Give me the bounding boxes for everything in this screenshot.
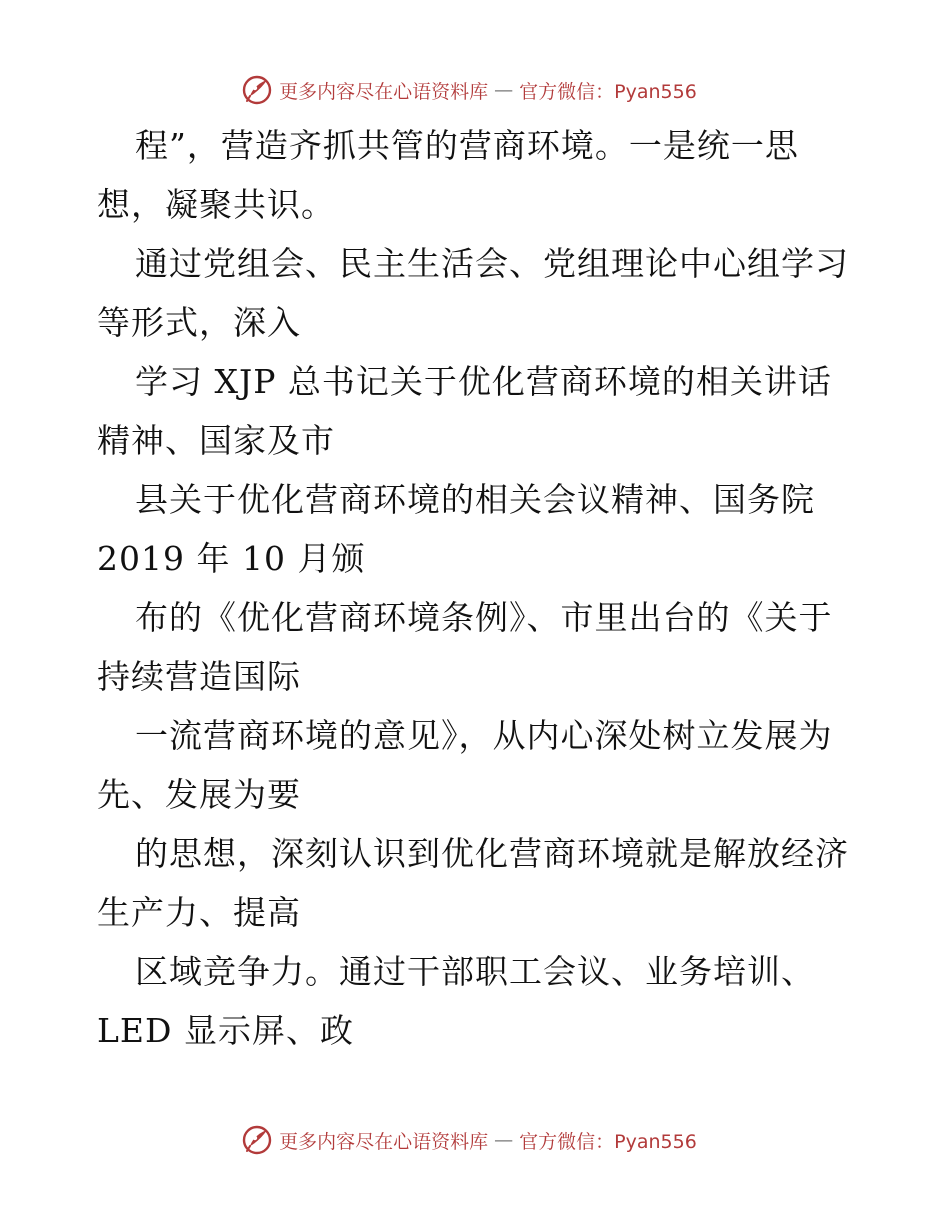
quill-logo-icon xyxy=(241,74,273,106)
text-line: 的思想，深刻认识到优化营商环境就是解放经济 xyxy=(135,834,849,873)
text-line: 精神、国家及市 xyxy=(97,421,335,460)
document-body xyxy=(97,116,877,1060)
text-line: 等形式，深入 xyxy=(97,303,301,342)
watermark-text: 更多内容尽在心语资料库 xyxy=(279,80,489,103)
text-line: 县关于优化营商环境的相关会议精神、国务院 xyxy=(135,480,815,519)
watermark-contact: 官方微信：Pyan556 xyxy=(519,1130,697,1153)
text-line: 想，凝聚共识。 xyxy=(97,185,335,224)
text-line: 2019 年 10 月颁 xyxy=(97,539,366,578)
text-line: 先、发展为要 xyxy=(97,775,301,814)
watermark-contact: 官方微信：Pyan556 xyxy=(519,80,697,103)
text-line: 生产力、提高 xyxy=(97,893,301,932)
text-line: 学习 XJP 总书记关于优化营商环境的相关讲话 xyxy=(135,362,832,401)
header-watermark xyxy=(0,70,950,110)
quill-logo-icon xyxy=(241,1124,273,1156)
text-line: 持续营造国际 xyxy=(97,657,301,696)
footer-watermark xyxy=(0,1120,950,1160)
watermark-text: 更多内容尽在心语资料库 xyxy=(279,1130,489,1153)
text-line: 程”，营造齐抓共管的营商环境。一是统一思 xyxy=(135,126,799,165)
text-line: 布的《优化营商环境条例》、市里出台的《关于 xyxy=(135,598,833,637)
watermark-separator: — xyxy=(494,79,514,101)
watermark-separator: — xyxy=(494,1129,514,1151)
text-line: 通过党组会、民主生活会、党组理论中心组学习 xyxy=(135,244,849,283)
text-line: 一流营商环境的意见》，从内心深处树立发展为 xyxy=(135,716,833,755)
text-line: LED 显示屏、政 xyxy=(97,1011,354,1050)
text-line: 区域竞争力。通过干部职工会议、业务培训、 xyxy=(135,952,815,991)
